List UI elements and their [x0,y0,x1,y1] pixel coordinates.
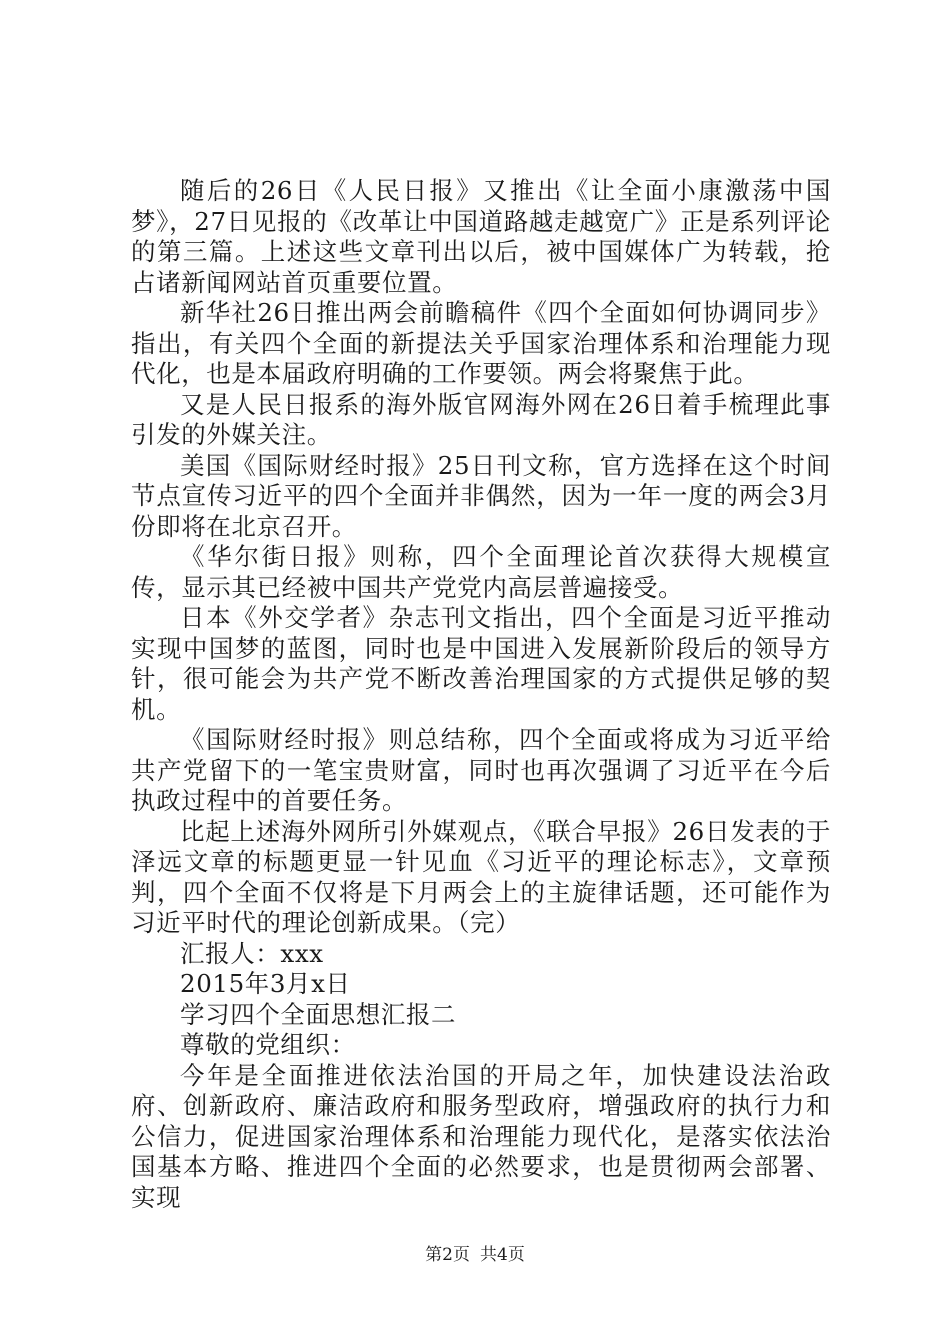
page-total: 共4页 [480,1245,525,1265]
page-footer [0,1244,950,1266]
paragraph-wsj: 《华尔街日报》则称，四个全面理论首次获得大规模宣传，显示其已经被中国共产党党内高层普遍接受。 [131,542,831,602]
page-number: 第2页 [425,1245,470,1265]
paragraph-diplomat: 日本《外交学者》杂志刊文指出，四个全面是习近平推动实现中国梦的蓝图，同时也是中国进入发展新阶段后的领导方针，很可能会为共产党不断改善治理国家的方式提供足够的契机。 [131,603,831,724]
date-line: 2015年3月x日 [180,969,351,998]
paragraph-ibtimes: 美国《国际财经时报》25日刊文称，官方选择在这个时间节点宣传习近平的四个全面并非偶然，因为一年一度的两会3月份即将在北京召开。 [131,450,831,541]
paragraph-rule-of-law: 今年是全面推进依法治国的开局之年，加快建设法治政府、创新政府、廉洁政府和服务型政府，增强政府的执行力和公信力，促进国家治理体系和治理能力现代化，是落实依法治国基本方略、推进四个全面的必然要求，也是贯彻两会部署、实现 [131,1060,831,1212]
paragraph-overseas-net: 又是人民日报系的海外版官网海外网在26日着手梳理此事引发的外媒关注。 [131,389,831,449]
section-title: 学习四个全面思想汇报二 [180,999,457,1029]
reporter-line: 汇报人：xxx [180,938,324,968]
paragraph-zaobao: 比起上述海外网所引外媒观点，《联合早报》26日发表的于泽远文章的标题更显一针见血《习近平的理论标志》，文章预判，四个全面不仅将是下月两会上的主旋律话题，还可能作为习近平时代的理论创新成果。（完） [131,816,831,937]
paragraph-ibtimes-summary: 《国际财经时报》则总结称，四个全面或将成为习近平给共产党留下的一笔宝贵财富，同时也再次强调了习近平在今后执政过程中的首要任务。 [131,725,831,815]
document-body [131,176,831,1213]
salutation: 尊敬的党组织： [180,1030,356,1059]
paragraph-xinhua: 新华社26日推出两会前瞻稿件《四个全面如何协调同步》指出，有关四个全面的新提法关乎国家治理体系和治理能力现代化，也是本届政府明确的工作要领。两会将聚焦于此。 [131,298,831,388]
paragraph-people-daily: 随后的26日《人民日报》又推出《让全面小康激荡中国梦》，27日见报的《改革让中国道路越走越宽广》正是系列评论的第三篇。上述这些文章刊出以后，被中国媒体广为转载，抢占诸新闻网站首页重要位置。 [131,176,831,297]
